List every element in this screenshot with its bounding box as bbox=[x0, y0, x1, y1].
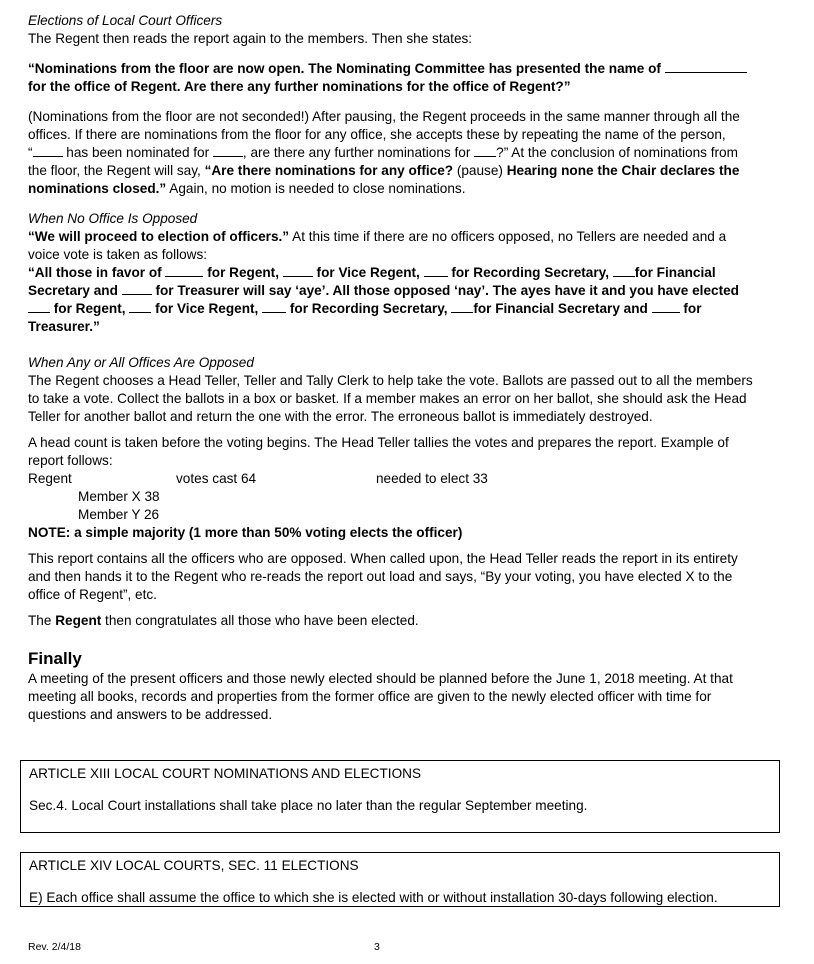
revision-date: Rev. 2/4/18 bbox=[28, 941, 81, 953]
report-example-row bbox=[28, 470, 768, 488]
blank-line bbox=[451, 300, 473, 313]
voice-vote-script: “All those in favor of for Regent, for Vice Regent, for Recording Secretary, for Financial Secretary and for Treasurer will say ‘aye’. All those opposed ‘nay’. The ayes have it and you have elected for Regent, for Vice Regent, for Recording Secretary, for Financial Secretary and for Treasurer.” bbox=[28, 265, 739, 334]
majority-note: NOTE: a simple majority (1 more than 50% voting elects the officer) bbox=[28, 525, 463, 540]
article-xiv-title: ARTICLE XIV LOCAL COURTS, SEC. 11 ELECTIONS bbox=[29, 858, 359, 873]
report-paragraph: This report contains all the officers who are opposed. When called upon, the Head Teller reads the report in its entirety and then hands it to the Regent who re-reads the report out load and says, “By your voting, you have elected X to the office of Regent”, etc. bbox=[28, 551, 738, 602]
article-xiii-title: ARTICLE XIII LOCAL COURT NOMINATIONS AND ELECTIONS bbox=[29, 766, 422, 781]
blank-line bbox=[122, 282, 152, 295]
nomination-quote: “Nominations from the floor are now open. The Nominating Committee has presented the name of for the office of Regent. Are there any further nominations for the office of Regent?” bbox=[28, 60, 768, 96]
intro-text: The Regent then reads the report again to the members. Then she states: bbox=[28, 31, 473, 46]
blank-line bbox=[665, 60, 747, 73]
proceed-election-text: “We will proceed to election of officers.” At this time if there are no officers opposed, no Tellers are needed and a voice vote is taken as follows: bbox=[28, 229, 727, 262]
blank-line bbox=[28, 300, 50, 313]
report-needed-to-elect: needed to elect 33 bbox=[376, 471, 488, 486]
section-heading-offices-opposed: When Any or All Offices Are Opposed bbox=[28, 355, 254, 370]
blank-line bbox=[33, 144, 63, 157]
blank-line bbox=[283, 264, 313, 277]
head-count-paragraph: A head count is taken before the voting begins. The Head Teller tallies the votes and prepares the report. Example of report follows: bbox=[28, 435, 729, 468]
blank-line bbox=[262, 300, 286, 313]
report-member-y: Member Y 26 bbox=[78, 507, 160, 522]
blank-line bbox=[165, 264, 203, 277]
section-heading-elections: Elections of Local Court Officers bbox=[28, 13, 223, 28]
article-xiii-text: Sec.4. Local Court installations shall take place no later than the regular September meeting. bbox=[29, 798, 588, 813]
blank-line bbox=[474, 144, 496, 157]
blank-line bbox=[213, 144, 243, 157]
nominations-paragraph: (Nominations from the floor are not seconded!) After pausing, the Regent proceeds in the same manner through all the offices. If there are nominations from the floor for any office, she accepts these by repeating the name of the person, “ has been nominated for , are there any further nominations for ?” At the conclusion of nominations from the floor, the Regent will say, “Are there nominations for any office? (pause) Hearing none the Chair declares the nominations closed.” Again, no motion is needed to close nominations. bbox=[28, 109, 740, 196]
document-body bbox=[28, 12, 768, 724]
finally-paragraph: A meeting of the present officers and those newly elected should be planned before the June 1, 2018 meeting. At that meeting all books, records and properties from the former office are given to the newly elected officer with time for questions and answers to be addressed. bbox=[28, 671, 733, 722]
article-xiv-text: E) Each office shall assume the office to which she is elected with or without installation 30-days following election. bbox=[29, 890, 718, 905]
page-number: 3 bbox=[374, 941, 380, 953]
article-xiii-box bbox=[20, 760, 780, 833]
finally-heading: Finally bbox=[28, 649, 82, 668]
congratulations-text: The Regent then congratulates all those who have been elected. bbox=[28, 613, 419, 628]
report-member-x: Member X 38 bbox=[78, 489, 160, 504]
blank-line bbox=[129, 300, 151, 313]
blank-line bbox=[613, 264, 635, 277]
report-votes-cast: votes cast 64 bbox=[176, 471, 257, 486]
teller-paragraph: The Regent chooses a Head Teller, Teller and Tally Clerk to help take the vote. Ballots are passed out to all the members to take a vote. Collect the ballots in a box or basket. If a member makes an error on her ballot, she should ask the Head Teller for another ballot and return the one with the error. The erroneous ballot is immediately destroyed. bbox=[28, 373, 753, 424]
blank-line bbox=[652, 300, 680, 313]
article-xiv-box bbox=[20, 852, 780, 907]
blank-line bbox=[424, 264, 448, 277]
report-office: Regent bbox=[28, 471, 72, 486]
section-heading-no-office-opposed: When No Office Is Opposed bbox=[28, 211, 198, 226]
